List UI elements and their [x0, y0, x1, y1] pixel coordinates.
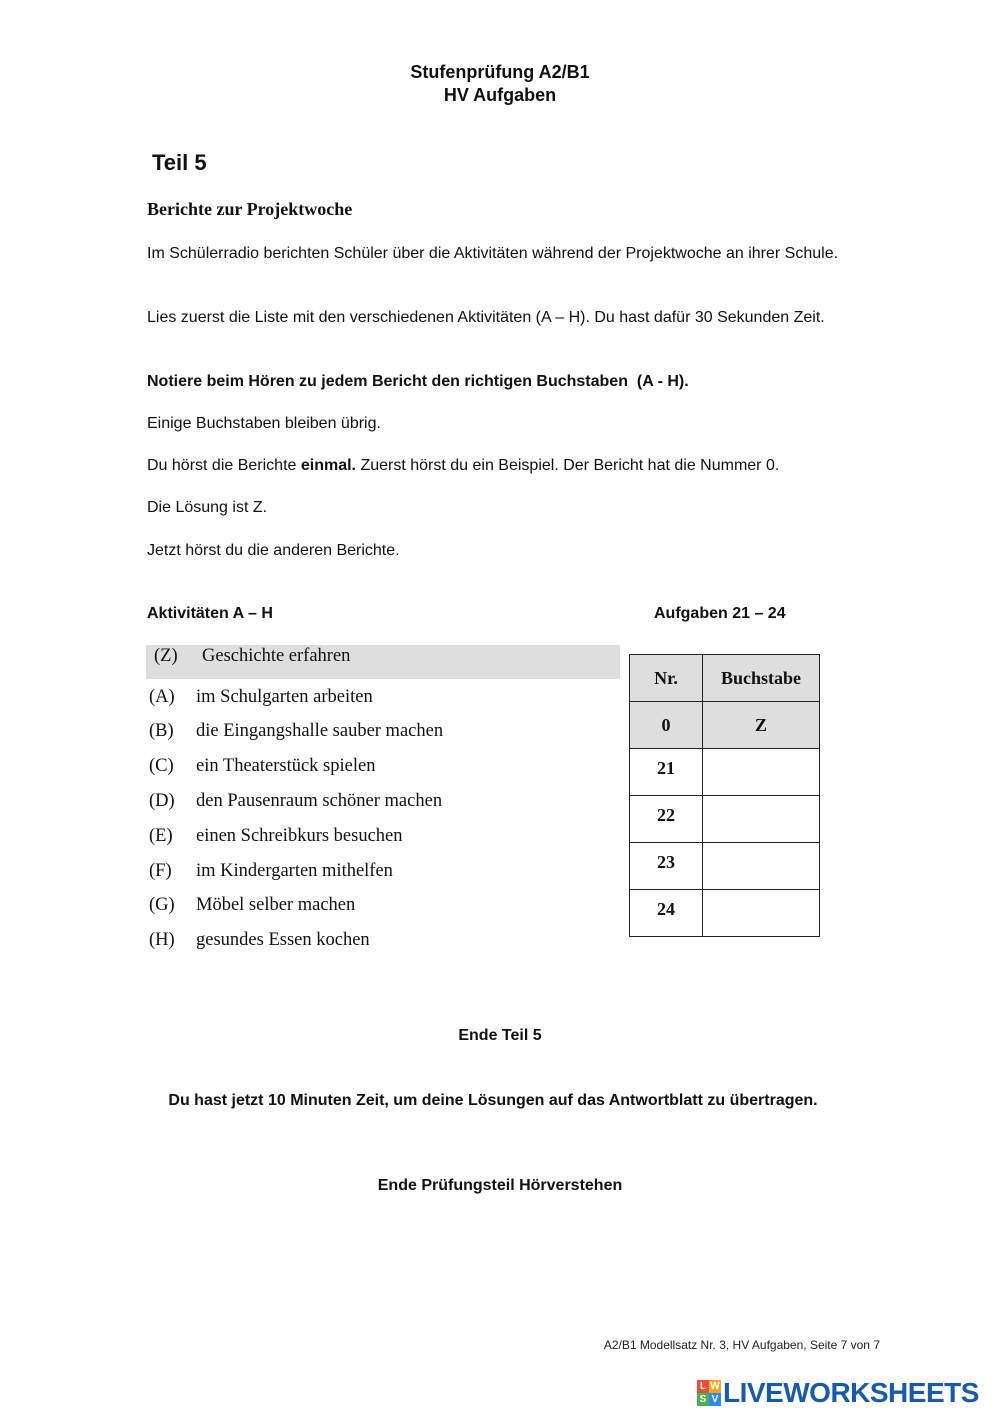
section-title: Teil 5 [152, 150, 207, 175]
activity-text: gesundes Essen kochen [196, 930, 370, 951]
activity-text: Geschichte erfahren [202, 646, 351, 666]
activity-letter: (E) [149, 825, 173, 846]
instruction-paragraph: Notiere beim Hören zu jedem Bericht den richtigen Buchstaben (A - H). [147, 373, 689, 390]
answer-table [629, 654, 820, 937]
answer-input-cell[interactable] [703, 843, 820, 890]
remaining-paragraph: Einige Buchstaben bleiben übrig. [147, 415, 381, 432]
answer-number: 24 [630, 890, 703, 937]
activity-item [146, 819, 620, 854]
activity-letter: (B) [149, 721, 174, 742]
activity-letter: (F) [149, 860, 172, 881]
now-paragraph: Jetzt hörst du die anderen Berichte. [147, 542, 400, 559]
exam-title-line1: Stufenprüfung A2/B1 [410, 62, 590, 82]
subheading: Berichte zur Projektwoche [147, 199, 353, 219]
activity-letter: (A) [149, 686, 175, 707]
answer-row-example [630, 702, 820, 749]
activity-example [146, 645, 620, 679]
logo-mark-letter: S [697, 1393, 709, 1406]
read-first-paragraph: Lies zuerst die Liste mit den verschiedenen Aktivitäten (A – H). Du hast dafür 30 Sekunden Zeit. [147, 309, 825, 326]
solution-paragraph: Die Lösung ist Z. [147, 499, 268, 516]
logo-mark-icon [697, 1380, 721, 1406]
end-exam-label: Ende Prüfungsteil Hörverstehen [377, 1177, 623, 1194]
answer-input-cell[interactable] [703, 890, 820, 937]
activities-heading: Aktivitäten A – H [147, 605, 273, 622]
activity-item [146, 923, 620, 958]
answer-number: 22 [630, 796, 703, 843]
answer-number: 0 [630, 702, 703, 749]
activity-text: im Kindergarten mithelfen [196, 860, 393, 881]
answer-row [630, 890, 820, 937]
end-part-label: Ende Teil 5 [458, 1027, 542, 1044]
answer-input-cell[interactable] [703, 796, 820, 843]
activity-letter: (H) [149, 930, 175, 951]
activity-letter: (Z) [154, 646, 178, 666]
activity-text: ein Theaterstück spielen [196, 756, 376, 777]
hear-paragraph [147, 456, 907, 476]
hear-text-bold: einmal. [300, 457, 356, 474]
hear-text-post: Zuerst hörst du ein Beispiel. Der Bericht hat die Nummer 0. [356, 457, 780, 474]
transfer-note: Du hast jetzt 10 Minuten Zeit, um deine Lösungen auf das Antwortblatt zu übertragen. [168, 1092, 818, 1109]
exam-title-line2: HV Aufgaben [443, 85, 557, 105]
activity-item [146, 749, 620, 784]
activity-letter: (D) [149, 791, 175, 812]
logo-mark-letter: V [709, 1393, 721, 1406]
hear-text-pre: Du hörst die Berichte [147, 457, 301, 474]
activity-text: den Pausenraum schöner machen [196, 791, 443, 812]
answer-number: 21 [630, 749, 703, 796]
activity-item [146, 889, 620, 924]
column-header-letter: Buchstabe [703, 655, 820, 702]
logo-text: LIVEWORKSHEETS [723, 1377, 979, 1408]
activity-text: Möbel selber machen [196, 895, 356, 916]
answer-input-cell[interactable] [703, 749, 820, 796]
activity-item [146, 854, 620, 889]
page-footer: A2/B1 Modellsatz Nr. 3, HV Aufgaben, Seite 7 von 7 [603, 1338, 880, 1352]
liveworksheets-logo[interactable] [697, 1376, 993, 1410]
tasks-heading: Aufgaben 21 – 24 [654, 605, 786, 622]
answer-letter: Z [703, 702, 820, 749]
activity-text: im Schulgarten arbeiten [196, 686, 373, 707]
column-header-nr: Nr. [630, 655, 703, 702]
activity-text: die Eingangshalle sauber machen [196, 721, 444, 742]
activity-item [146, 715, 620, 750]
activity-item [146, 680, 620, 715]
answer-row [630, 796, 820, 843]
logo-mark-letter: L [697, 1380, 709, 1393]
exam-title [0, 61, 1000, 107]
activities-list [146, 645, 620, 958]
activity-text: einen Schreibkurs besuchen [196, 825, 403, 846]
activity-letter: (C) [149, 756, 174, 777]
answer-row [630, 749, 820, 796]
answer-table-header [630, 655, 820, 702]
answer-number: 23 [630, 843, 703, 890]
intro-paragraph: Im Schülerradio berichten Schüler über die Aktivitäten während der Projektwoche an ihrer Schule. [147, 245, 839, 262]
activity-letter: (G) [149, 895, 175, 916]
activity-item [146, 784, 620, 819]
logo-mark-letter: W [710, 1381, 720, 1392]
answer-row [630, 843, 820, 890]
